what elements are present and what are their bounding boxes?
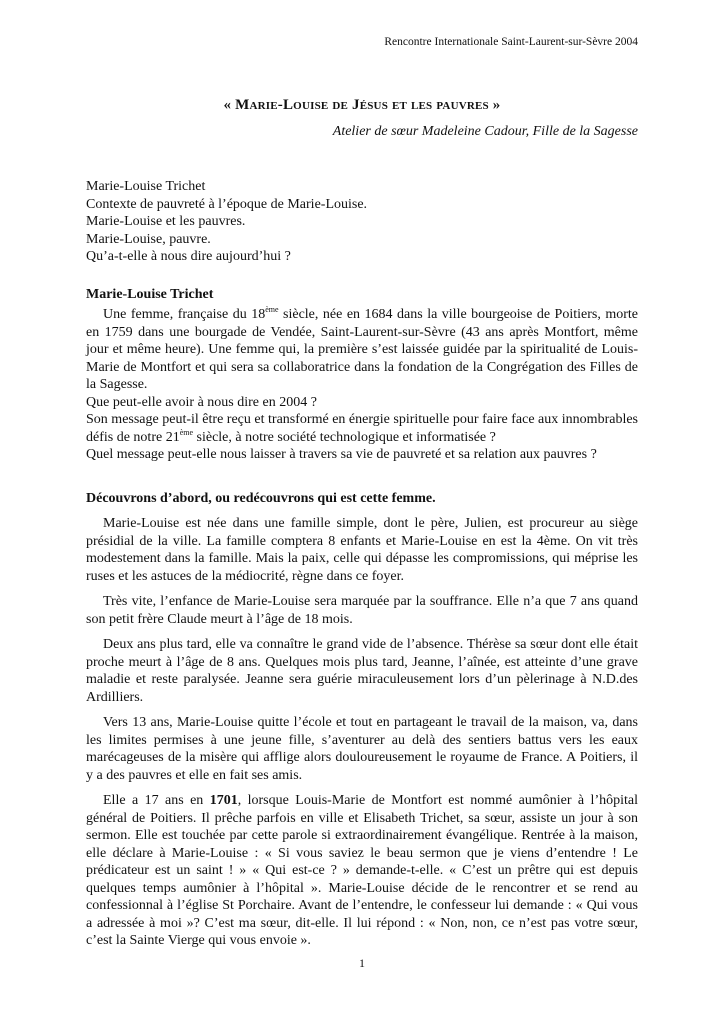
paragraph: Marie-Louise est née dans une famille simple, dont le père, Julien, est procureur au siège présidial de la ville. La famille comptera 8 enfants et Marie-Louise en est la 4ème. On vit très modestement dans la famille. Mais la paix, celle qui dépasse les compromissions, qui méprise les ruses et les astuces de la médiocrité, règne dans ce foyer. [86,516,638,584]
paragraph [86,306,638,394]
paragraph-line: Quel message peut-elle nous laisser à travers sa vie de pauvreté et sa relation aux pauvres ? [86,447,597,462]
paragraph: Très vite, l’enfance de Marie-Louise sera marquée par la souffrance. Elle n’a que 7 ans quand son petit frère Claude meurt à l’âge de 18 mois. [86,594,638,627]
outline-item: Marie-Louise et les pauvres. [86,214,246,229]
superscript: ème [265,305,279,314]
section-heading: Découvrons d’abord, ou redécouvrons qui est cette femme. [86,491,436,506]
paragraph [86,792,638,950]
paragraph-text: siècle, à notre société technologique et informatisée ? [193,429,496,445]
page-number: 1 [359,956,365,970]
paragraph-text: Son message peut-il être reçu et transformé en énergie spirituelle pour faire face aux innombrables défis de notre 21 [86,412,638,445]
document-subtitle: Atelier de sœur Madeleine Cadour, Fille de la Sagesse [332,124,638,139]
section-body [86,306,638,464]
outline-item: Marie-Louise, pauvre. [86,231,211,247]
paragraph-text: siècle, née en 1684 dans la ville bourgeoise de Poitiers, morte en 1759 dans une bourgade de Vendée, Saint-Laurent-sur-Sèvre (43 ans après Montfort, même jour et même heure). Une femme qui, la première s’est laissée guidée par la spiritualité de Louis-Marie de Montfort et qui sera sa collaboratrice dans la fondation de la Congrégation des Filles de la Sagesse. [86,307,638,392]
outline-list [86,178,638,266]
paragraph: Deux ans plus tard, elle va connaître le grand vide de l’absence. Thérèse sa sœur dont elle était proche meurt à l’âge de 8 ans. Quelques mois plus tard, Jeanne, l’aînée, est atteinte d’une grave maladie et reste paralysée. Jeanne sera guérie miraculeusement lors d’un pèlerinage à N.D.des Ardilliers. [86,637,638,705]
document-title: « Marie-Louise de Jésus et les pauvres » [223,97,501,113]
paragraph-line [86,411,638,446]
paragraph-line: Que peut-elle avoir à nous dire en 2004 ? [86,394,317,410]
superscript: ème [179,427,194,437]
year-emphasis: 1701 [209,793,238,808]
paragraph-text: , lorsque Louis-Marie de Montfort est nommé aumônier à l’hôpital général de Poitiers. Il prêche parfois en ville et Elisabeth Trichet, sa sœur, assiste un jour à son sermon. Elle est touchée par cette parole si extraordinairement évangélique. Rentrée à la maison, elle déclare à Marie-Louise : « Si vous saviez le beau sermon que je viens d’entendre ! Le prédicateur est un saint ! » « Qui est-ce ? » demande-t-elle. « C’est un prêtre qui est depuis quelques temps aumônier à l’hôpital ». Marie-Louise décide de le rencontrer et se rend au confessionnal à l’église St Porchaire. Avant de l’entendre, le confesseur lui demande : « Qui vous a adressée à moi »? C’est ma sœur, dit-elle. Il lui répond : « Non, non, ce n’est pas votre sœur, c’est la Sainte Vierge qui vous envoie ». [86,793,638,948]
section-heading: Marie-Louise Trichet [86,287,214,302]
running-header: Rencontre Internationale Saint-Laurent-sur-Sèvre 2004 [384,36,638,48]
outline-item: Qu’a-t-elle à nous dire aujourd’hui ? [86,249,291,264]
outline-item: Contexte de pauvreté à l’époque de Marie-Louise. [86,196,368,212]
section-body [86,515,638,958]
outline-item: Marie-Louise Trichet [86,179,206,194]
paragraph-text: Elle a 17 ans en [103,793,210,808]
paragraph-text: Une femme, française du 18 [103,307,266,322]
paragraph: Vers 13 ans, Marie-Louise quitte l’école et tout en partageant le travail de la maison, va, dans les limites permises à une jeune fille, s’aventurer au delà des sentiers battus vers les eaux marécageuses de la misère qui afflige alors douloureusement le royaume de France. A Poitiers, il y a des pauvres et elle en fait ses amis. [86,715,638,783]
